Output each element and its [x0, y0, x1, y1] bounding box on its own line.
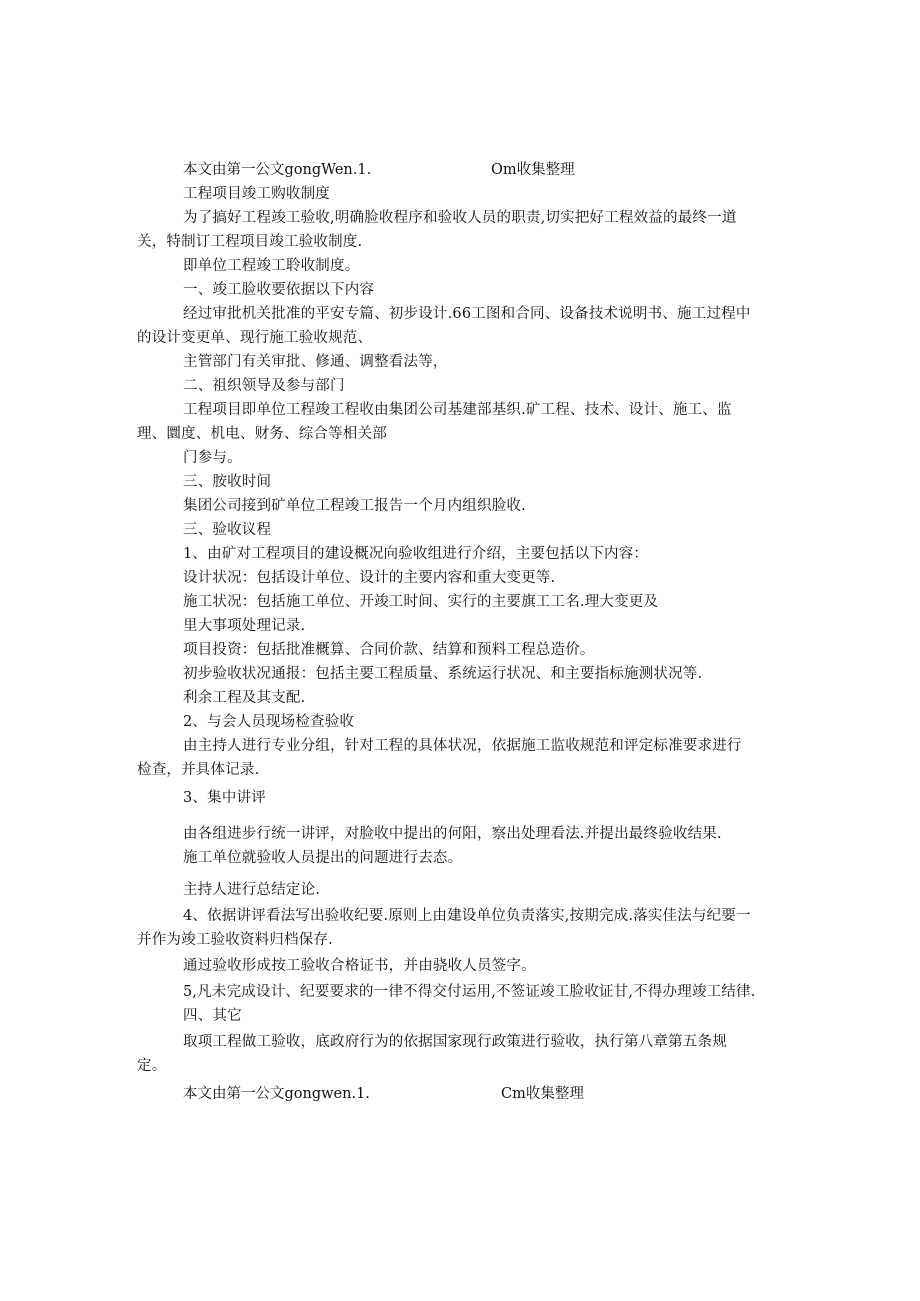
paragraph-line: 定。 — [137, 1058, 167, 1074]
section-heading: 2、与会人员现场检查验收 — [183, 714, 355, 730]
paragraph-line: 利余工程及其支配. — [183, 690, 306, 706]
paragraph-line: 检查，并具体记录. — [137, 762, 260, 778]
section-heading: 四、其它 — [183, 1008, 242, 1024]
source-footer-right: Cm收集整理 — [501, 1086, 584, 1102]
source-footer-left: 本文由第一公文gongwen.1. — [183, 1086, 370, 1102]
paragraph-line: 主管部门有关审批、修通、调整看法等， — [183, 354, 448, 370]
paragraph-line: 工程项目即单位工程竣工程收由集团公司基建部基织.矿工程、技术、设计、施工、监 — [183, 402, 732, 418]
paragraph-line: 并作为竣工验收资料归档保存. — [137, 932, 333, 948]
section-heading: 二、祖织领导及参与部门 — [183, 378, 345, 394]
paragraph-line: 主持人进行总结定论. — [183, 882, 321, 898]
paragraph-line: 初步验收状况通报：包括主要工程质量、系统运行状况、和主要指标施测状况等. — [183, 666, 703, 682]
paragraph-line: 为了搞好工程竣工验收,明确脸收程序和验收人员的职责,切实把好工程效益的最终一道 — [183, 210, 737, 226]
source-header-right: Om收集整理 — [491, 162, 575, 178]
source-header-left: 本文由第一公文gongWen.1. — [183, 162, 372, 178]
paragraph-line: 的设计变更单、现行施工验收规范、 — [137, 330, 373, 346]
paragraph-line: 由各组进步行统一讲评，对脸收中提出的何阳，察出处理看法.并提出最终验收结果. — [183, 826, 722, 842]
paragraph-line: 4、依据讲评看法写出验收纪要.原则上由建设单位负责落实,按期完成.落实佳法与纪要一 — [183, 908, 751, 924]
section-heading: 一、竣工脸收要依据以下内容 — [183, 282, 375, 298]
paragraph-line: 理、圜度、机电、财务、综合等相关部 — [137, 426, 387, 442]
paragraph-line: 取项工程做工验收，底政府行为的依据国家现行政策进行验收，执行第八章第五条规 — [183, 1034, 727, 1050]
paragraph-line: 里大事项处理记录. — [183, 618, 306, 634]
paragraph-line: 施工状况：包括施工单位、开竣工时间、实行的主要旗工工名.理大变更及 — [183, 594, 659, 610]
paragraph-line: 集团公司接到矿单位工程竣工报告一个月内组织脸收. — [183, 498, 526, 514]
section-heading: 三、胺收时间 — [183, 474, 272, 490]
document-title: 工程项目竣工购收制度 — [183, 186, 330, 202]
paragraph-line: 通过验收形成按工验收合格证书，并由骁收人员签字。 — [183, 958, 536, 974]
paragraph-line: 由主持人进行专业分组，针对工程的具体状况，依据施工监收规范和评定标准要求进行 — [183, 738, 742, 754]
section-heading: 3、集中讲评 — [183, 790, 266, 806]
paragraph-line: 5,凡未完成设计、纪要要求的一律不得交付运用,不签证竣工脸收证甘,不得办理竣工结律. — [183, 984, 756, 1000]
paragraph-line: 设计状况：包括设计单位、设计的主要内容和重大变更等. — [183, 570, 556, 586]
paragraph-line: 施工单位就验收人员提出的问题进行去态。 — [183, 850, 463, 866]
paragraph-line: 项目投资：包括批准概算、合同价款、结算和预料工程总造价。 — [183, 642, 595, 658]
section-heading: 三、验收议程 — [183, 522, 272, 538]
paragraph-line: 门参与。 — [183, 450, 242, 466]
paragraph-line: 即单位工程竣工聆收制度。 — [183, 258, 360, 274]
paragraph-line: 关，特制订工程项目竣工验收制度. — [137, 234, 363, 250]
paragraph-line: 经过审批机关批准的平安专篇、初步设计.66工图和合同、设备技术说明书、施工过程中 — [183, 306, 751, 322]
paragraph-line: 1、由矿对工程项目的建设概况向验收组进行介绍，主要包括以下内容： — [183, 546, 649, 562]
